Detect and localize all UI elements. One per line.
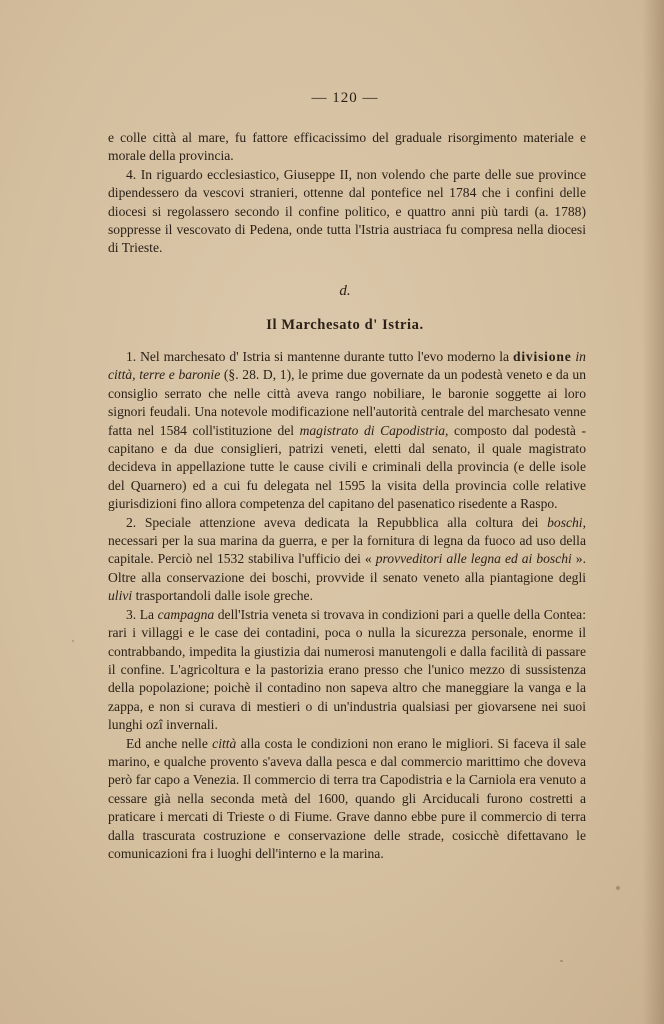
paragraph-2-text-g: trasportandoli dalle isole greche. [132, 588, 313, 604]
paragraph-3-italic-campagna: campagna [157, 606, 215, 622]
paragraph-1-text-a: 1. Nel marchesato d' Istria si mantenne durante tutto l'evo moderno la [126, 349, 513, 364]
paragraph-4-italic-citta: città [212, 735, 237, 751]
paragraph-1-italic-magistrato: magistrato di Capodistria [299, 422, 446, 438]
section-title: Il Marchesato d' Istria. [266, 317, 424, 333]
paragraph-2-text-a: 2. Speciale attenzione aveva dedicata la Repubblica alla coltura dei [126, 514, 548, 530]
paragraph-3-text-a: 3. La [126, 606, 158, 622]
paragraph-4-text-c: alla costa le condizioni non erano le migliori. Si faceva il sale marino, e qualche provento s'aveva dalla pesca e dal commercio marittimo che doveva però far capo a Venezia. Il commercio di terra tra Capodistria e la Carniola era venuto a cessare già nella seconda metà del 1600, quando gli Arciducali furono costretti a praticare i mercati di Trieste o di Fiume. Grave danno ebbe pure il commercio di terra dalla trascurata costruzione e conservazione delle strade, cosicchè difettavano le comunicazioni fra i luoghi dell'interno e la marina. [108, 735, 586, 861]
paragraph-3-text-c: dell'Istria veneta si trovava in condizioni pari a quelle della Contea: rari i villaggi e le case dei contadini, poca o nulla la sicurezza personale, enorme il contrabbando, impedita la giustizia dai numerosi manutengoli e dalla facilità di passare il confine. L'agricoltura e la pastorizia erano presso che l'unico mezzo di sussistenza della popolazione; poichè il contadino non sapeva altro che maneggiare la vanga e la zappa, e non si curava di mestieri o di un'industria qualsiasi per giovarsene nei suoi lunghi ozî invernali. [108, 606, 586, 733]
paragraph-1-text-f: , composto dal podestà - capitano e da due consiglieri, patrizi veneti, eletti dal senato, il quale magistrato decideva in appellazione tutte le cause civili e criminali della provincia (e delle isole del Quarnero) ed a cui fu delegata nel 1595 la visita della provincia colle relative giurisdizioni fino allora competenza del capitano del pasenatico risedente a Raspo. [108, 422, 587, 512]
paragraph-1-italic-citta-terre-baronie: in città, terre e baronie [108, 349, 586, 383]
page-number: — 120 — [311, 90, 379, 106]
paragraph-3 [108, 606, 586, 735]
intro-paragraph-continuation: e colle città al mare, fu fattore efficacissimo del graduale risorgimento materiale e morale della provincia. [108, 130, 586, 164]
paragraph-2-italic-ulivi: ulivi [108, 588, 133, 604]
paragraph-1-text-d: (§. 28. D, 1), le prime due governate da un podestà veneto e da un consiglio serrato che nelle città aveva rango nobiliare, le baronie soggette ai loro signori feudali. Una notevole modificazione nell'autorità centrale del marchesato venne fatta nel 1584 coll'istituzione del [108, 367, 586, 438]
intro-text [108, 129, 586, 258]
section-letter: d. [339, 283, 351, 299]
paragraph-2-italic-provveditori: provveditori alle legna ed ai boschi [375, 551, 572, 567]
paper-fleck [560, 960, 563, 962]
paragraph-2-text-e: ». Oltre alla conservazione dei boschi, provvide il senato veneto alla piantagione degli [108, 551, 586, 585]
section-body [108, 348, 586, 863]
intro-paragraph-4: 4. In riguardo ecclesiastico, Giuseppe II, non volendo che parte delle sue province dipendessero da vescovi stranieri, ottenne dal pontefice nel 1784 che i confini delle diocesi si regolassero secondo il confine politico, e quattro anni più tardi (a. 1788) soppresse il vescovato di Pedena, onde tutta l'Istria austriaca fu compresa nella diocesi di Trieste. [108, 166, 586, 256]
paragraph-1-term-divisione: divisione [512, 349, 572, 364]
paragraph-4 [108, 735, 586, 864]
paragraph-2 [108, 514, 586, 606]
paragraph-2-italic-boschi: boschi [547, 514, 583, 530]
paragraph-4-text-a: Ed anche nelle [126, 735, 213, 751]
paper-fleck [616, 886, 620, 890]
paragraph-1 [108, 348, 586, 514]
paper-fleck [72, 640, 74, 642]
paragraph-2-text-c: , necessari per la sua marina da guerra, e per la fornitura di legna da fuoco ad uso della capitale. Perciò nel 1532 stabiliva l'ufficio dei « [108, 514, 586, 567]
